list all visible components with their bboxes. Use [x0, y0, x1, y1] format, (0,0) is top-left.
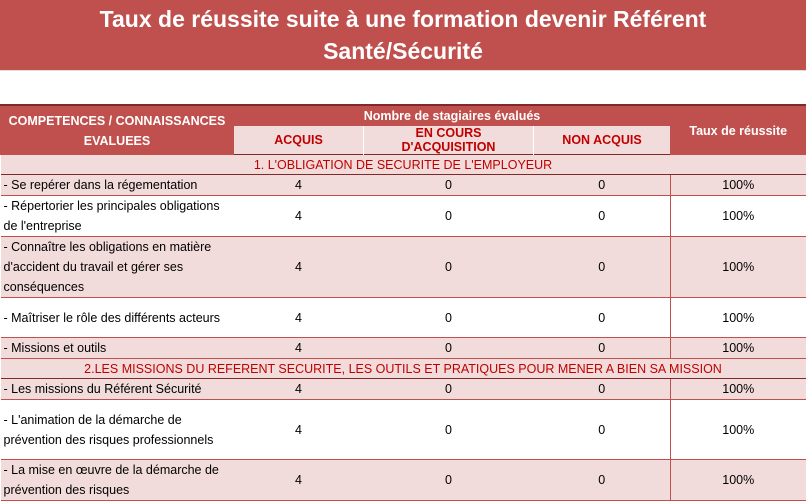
results-table — [0, 106, 806, 501]
cell-taux: 100% — [671, 237, 806, 298]
cell-non-acquis: 0 — [534, 379, 671, 400]
results-table-container — [0, 104, 806, 491]
cell-en-cours: 0 — [364, 379, 534, 400]
table-row — [1, 196, 806, 237]
header-en-cours: EN COURS D'ACQUISITION — [364, 126, 534, 155]
header-non-acquis: NON ACQUIS — [534, 126, 671, 155]
cell-taux: 100% — [671, 196, 806, 237]
cell-acquis: 4 — [234, 237, 364, 298]
cell-en-cours: 0 — [364, 298, 534, 338]
cell-acquis: 4 — [234, 379, 364, 400]
row-label: - Missions et outils — [1, 338, 234, 359]
table-row — [1, 338, 806, 359]
cell-non-acquis: 0 — [534, 175, 671, 196]
cell-acquis: 4 — [234, 338, 364, 359]
cell-en-cours: 0 — [364, 237, 534, 298]
table-row — [1, 237, 806, 298]
table-row — [1, 379, 806, 400]
cell-non-acquis: 0 — [534, 298, 671, 338]
row-label: - Maîtriser le rôle des différents acteurs — [1, 298, 234, 338]
cell-acquis: 4 — [234, 196, 364, 237]
cell-en-cours: 0 — [364, 175, 534, 196]
row-label: - L'animation de la démarche de prévention des risques professionnels — [1, 400, 234, 460]
cell-acquis: 4 — [234, 298, 364, 338]
cell-en-cours: 0 — [364, 400, 534, 460]
cell-taux: 100% — [671, 338, 806, 359]
row-label: - Les missions du Référent Sécurité — [1, 379, 234, 400]
table-row — [1, 460, 806, 501]
cell-en-cours: 0 — [364, 460, 534, 501]
header-acquis: ACQUIS — [234, 126, 364, 155]
row-label: - Se repérer dans la régementation — [1, 175, 234, 196]
cell-taux: 100% — [671, 460, 806, 501]
cell-non-acquis: 0 — [534, 400, 671, 460]
cell-acquis: 4 — [234, 175, 364, 196]
row-label: - Répertorier les principales obligations de l'entreprise — [1, 196, 234, 237]
blank-row — [0, 70, 806, 104]
title-line-1: Taux de réussite suite à une formation devenir Référent — [0, 3, 806, 35]
row-label: - La mise en œuvre de la démarche de prévention des risques — [1, 460, 234, 501]
header-nombre-stagiaires: Nombre de stagiaires évalués — [234, 107, 671, 126]
header-taux-reussite: Taux de réussite — [671, 107, 806, 155]
table-row — [1, 298, 806, 338]
cell-non-acquis: 0 — [534, 196, 671, 237]
cell-taux: 100% — [671, 298, 806, 338]
table-row — [1, 400, 806, 460]
row-label: - Connaître les obligations en matière d'accident du travail et gérer ses conséquences — [1, 237, 234, 298]
section-header-row — [1, 359, 806, 379]
section-title: 1. L'OBLIGATION DE SECURITE DE L'EMPLOYEUR — [1, 155, 806, 175]
cell-taux: 100% — [671, 379, 806, 400]
cell-en-cours: 0 — [364, 338, 534, 359]
page-title — [0, 0, 806, 70]
title-line-2: Santé/Sécurité — [0, 35, 806, 67]
table-body — [1, 155, 806, 501]
cell-taux: 100% — [671, 400, 806, 460]
section-title: 2.LES MISSIONS DU REFERENT SECURITE, LES OUTILS ET PRATIQUES POUR MENER A BIEN SA MISSION — [1, 359, 806, 379]
header-competences: COMPETENCES / CONNAISSANCES EVALUEES — [1, 107, 234, 155]
section-header-row — [1, 155, 806, 175]
cell-en-cours: 0 — [364, 196, 534, 237]
cell-acquis: 4 — [234, 400, 364, 460]
cell-non-acquis: 0 — [534, 237, 671, 298]
cell-taux: 100% — [671, 175, 806, 196]
table-row — [1, 175, 806, 196]
cell-non-acquis: 0 — [534, 338, 671, 359]
cell-non-acquis: 0 — [534, 460, 671, 501]
cell-acquis: 4 — [234, 460, 364, 501]
